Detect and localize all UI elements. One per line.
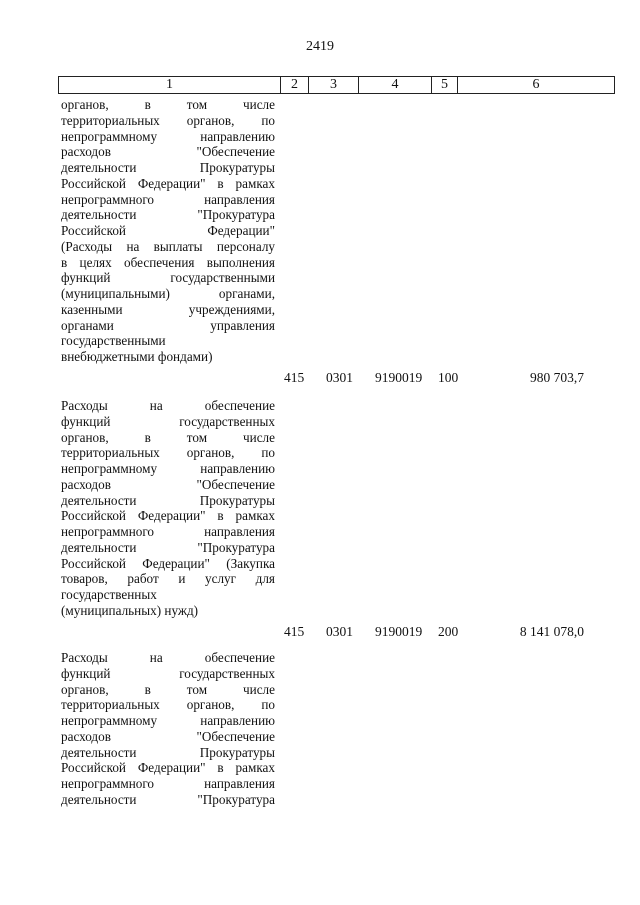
description-line: в целях обеспечения выполнения <box>61 254 275 270</box>
description-line: непрограммному направлению <box>61 128 275 144</box>
description-line: функций государственными <box>61 270 275 286</box>
description-line: деятельности "Прокуратура <box>61 207 275 223</box>
description-line: непрограммному направлению <box>61 713 275 728</box>
ministry-code: 415 <box>284 370 305 385</box>
description-line: Российской Федерации" в рамках <box>61 760 275 776</box>
amount: 980 703,7 <box>530 370 584 385</box>
description-line: Российской Федерации" <box>61 223 275 238</box>
table-row <box>0 650 640 820</box>
page-number: 2419 <box>306 39 334 54</box>
description-line: непрограммного направления <box>61 191 275 207</box>
expense-type-code: 200 <box>438 624 459 639</box>
description-line: расходов "Обеспечение <box>61 476 275 492</box>
description-line: казенными учреждениями, <box>61 301 275 317</box>
description-line: государственных <box>61 587 157 602</box>
target-article-code: 9190019 <box>375 370 423 385</box>
description-line: непрограммного направления <box>61 524 275 539</box>
description-line: деятельности "Прокуратура <box>61 791 275 807</box>
description-line: Российской Федерации" в рамках <box>61 175 275 191</box>
description-line: (муниципальными) органами, <box>61 286 275 301</box>
description-line: функций государственных <box>61 665 275 681</box>
row-description <box>61 398 275 619</box>
column-header-1: 1 <box>59 77 281 94</box>
ministry-code: 415 <box>284 624 305 639</box>
description-line: (Расходы на выплаты персоналу <box>61 238 275 254</box>
column-header-row <box>59 77 615 94</box>
description-line: органов, в том числе <box>61 429 275 445</box>
column-header-6: 6 <box>458 77 615 94</box>
row-description <box>61 97 275 365</box>
description-line: органами управления <box>61 317 275 333</box>
description-line: деятельности Прокуратуры <box>61 492 275 508</box>
description-line: расходов "Обеспечение <box>61 728 275 744</box>
description-line: (муниципальных) нужд) <box>61 602 199 618</box>
table-row <box>0 97 640 387</box>
description-line: Расходы на обеспечение <box>61 398 275 413</box>
description-line: непрограммному направлению <box>61 461 275 476</box>
table-row <box>0 398 640 643</box>
description-line: территориальных органов, по <box>61 697 275 713</box>
description-line: деятельности Прокуратуры <box>61 160 275 175</box>
description-line: функций государственных <box>61 413 275 429</box>
description-line: Российской Федерации" в рамках <box>61 508 275 524</box>
description-line: деятельности "Прокуратура <box>61 539 275 555</box>
description-line: непрограммного направления <box>61 776 275 791</box>
description-line: территориальных органов, по <box>61 445 275 461</box>
section-code: 0301 <box>326 370 353 385</box>
column-header-3: 3 <box>309 77 359 94</box>
row-description <box>61 650 275 808</box>
description-line: Расходы на обеспечение <box>61 650 275 665</box>
description-line: органов, в том числе <box>61 97 275 112</box>
amount: 8 141 078,0 <box>519 624 584 639</box>
description-line: деятельности Прокуратуры <box>61 744 275 760</box>
column-header-4: 4 <box>359 77 432 94</box>
column-header-2: 2 <box>281 77 309 94</box>
column-header-table <box>58 76 615 94</box>
target-article-code: 9190019 <box>375 624 423 639</box>
description-line: товаров, работ и услуг для <box>61 571 275 587</box>
column-header-5: 5 <box>432 77 458 94</box>
description-line: территориальных органов, по <box>61 112 275 128</box>
expense-type-code: 100 <box>438 370 459 385</box>
description-line: внебюджетными фондами) <box>61 349 213 364</box>
description-line: государственными <box>61 333 166 349</box>
description-line: Российской Федерации" (Закупка <box>61 555 275 571</box>
section-code: 0301 <box>326 624 353 639</box>
description-line: расходов "Обеспечение <box>61 144 275 160</box>
description-line: органов, в том числе <box>61 681 275 697</box>
